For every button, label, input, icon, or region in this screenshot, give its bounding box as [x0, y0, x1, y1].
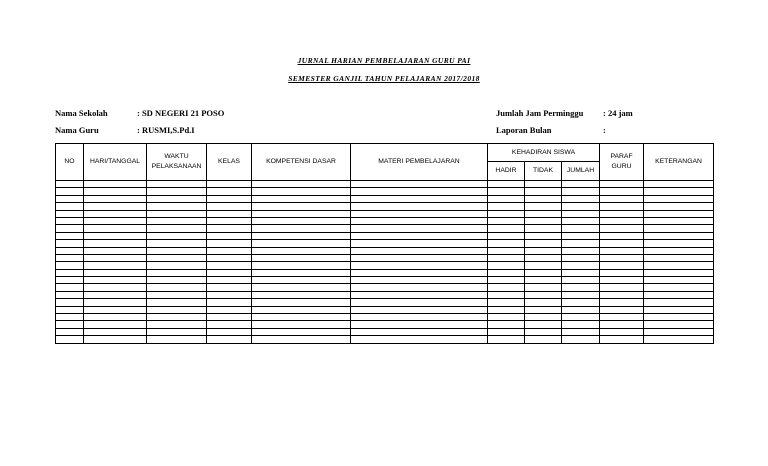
table-cell [488, 328, 525, 335]
table-cell [488, 277, 525, 284]
table-cell [207, 299, 252, 306]
table-cell [147, 247, 207, 254]
table-cell [562, 284, 600, 291]
table-cell [525, 314, 562, 321]
table-cell [252, 306, 351, 313]
table-row [56, 314, 714, 321]
table-cell [207, 240, 252, 247]
table-cell [252, 247, 351, 254]
table-cell [488, 225, 525, 232]
table-cell [252, 195, 351, 202]
table-cell [56, 203, 84, 210]
table-cell [525, 217, 562, 224]
table-cell [525, 277, 562, 284]
table-cell [600, 314, 644, 321]
table-row [56, 254, 714, 261]
table-cell [488, 210, 525, 217]
table-cell [644, 269, 714, 276]
table-cell [351, 321, 488, 328]
table-cell [84, 210, 147, 217]
table-cell [84, 181, 147, 188]
table-cell [207, 277, 252, 284]
table-cell [252, 225, 351, 232]
table-cell [525, 247, 562, 254]
header-class: KELAS [207, 144, 252, 181]
table-cell [147, 232, 207, 239]
table-cell [644, 321, 714, 328]
table-cell [207, 210, 252, 217]
table-cell [252, 336, 351, 343]
table-cell [207, 181, 252, 188]
header-sign-line2: GURU [611, 163, 632, 170]
table-cell [600, 247, 644, 254]
table-cell [207, 269, 252, 276]
table-row [56, 321, 714, 328]
table-cell [562, 306, 600, 313]
table-cell [600, 254, 644, 261]
header-total: JUMLAH [562, 162, 600, 181]
table-row [56, 306, 714, 313]
table-cell [562, 336, 600, 343]
table-row [56, 336, 714, 343]
table-cell [488, 217, 525, 224]
table-cell [84, 217, 147, 224]
table-row [56, 328, 714, 335]
table-cell [207, 306, 252, 313]
table-cell [351, 181, 488, 188]
table-cell [644, 210, 714, 217]
table-cell [644, 181, 714, 188]
table-cell [525, 291, 562, 298]
header-time [147, 144, 207, 181]
table-cell [56, 277, 84, 284]
school-value: : SD NEGERI 21 POSO [137, 108, 225, 118]
table-cell [147, 225, 207, 232]
table-cell [600, 262, 644, 269]
table-cell [525, 210, 562, 217]
table-cell [147, 254, 207, 261]
table-cell [644, 314, 714, 321]
table-cell [207, 254, 252, 261]
table-cell [644, 217, 714, 224]
table-row [56, 291, 714, 298]
table-cell [84, 232, 147, 239]
table-cell [351, 299, 488, 306]
table-cell [600, 232, 644, 239]
teacher-value: : RUSMI,S.Pd.I [137, 125, 195, 135]
table-cell [351, 188, 488, 195]
table-cell [644, 225, 714, 232]
table-cell [147, 291, 207, 298]
table-cell [84, 306, 147, 313]
table-cell [488, 195, 525, 202]
table-cell [488, 188, 525, 195]
table-cell [600, 306, 644, 313]
table-cell [600, 203, 644, 210]
table-cell [207, 203, 252, 210]
table-cell [644, 232, 714, 239]
table-cell [644, 284, 714, 291]
table-cell [56, 321, 84, 328]
table-cell [600, 291, 644, 298]
table-cell [56, 240, 84, 247]
table-cell [56, 210, 84, 217]
table-cell [562, 225, 600, 232]
table-cell [207, 232, 252, 239]
table-cell [644, 291, 714, 298]
header-attendance: KEHADIRAN SISWA [488, 144, 600, 162]
table-row [56, 277, 714, 284]
table-cell [56, 254, 84, 261]
table-cell [488, 321, 525, 328]
table-cell [525, 232, 562, 239]
table-cell [147, 195, 207, 202]
table-cell [252, 188, 351, 195]
table-cell [147, 314, 207, 321]
table-cell [84, 336, 147, 343]
table-cell [56, 306, 84, 313]
table-cell [252, 291, 351, 298]
table-cell [525, 336, 562, 343]
table-cell [600, 321, 644, 328]
table-cell [56, 181, 84, 188]
table-cell [147, 306, 207, 313]
table-cell [562, 321, 600, 328]
table-cell [351, 195, 488, 202]
table-cell [488, 314, 525, 321]
table-cell [488, 336, 525, 343]
table-cell [351, 306, 488, 313]
table-cell [351, 284, 488, 291]
table-cell [351, 203, 488, 210]
table-cell [207, 284, 252, 291]
table-cell [147, 321, 207, 328]
table-cell [207, 262, 252, 269]
table-cell [600, 195, 644, 202]
table-cell [525, 203, 562, 210]
table-cell [84, 203, 147, 210]
table-cell [644, 306, 714, 313]
table-cell [84, 225, 147, 232]
table-cell [252, 314, 351, 321]
table-row [56, 195, 714, 202]
table-cell [600, 328, 644, 335]
table-cell [351, 210, 488, 217]
table-cell [84, 269, 147, 276]
table-cell [351, 291, 488, 298]
table-cell [562, 247, 600, 254]
table-cell [56, 217, 84, 224]
table-cell [600, 269, 644, 276]
table-cell [525, 181, 562, 188]
table-cell [600, 225, 644, 232]
table-cell [56, 291, 84, 298]
header-absent: TIDAK [525, 162, 562, 181]
table-cell [147, 188, 207, 195]
table-cell [207, 291, 252, 298]
table-cell [56, 232, 84, 239]
table-cell [252, 269, 351, 276]
table-cell [147, 203, 207, 210]
table-cell [488, 254, 525, 261]
header-sign-line1: PARAF [610, 153, 633, 160]
table-cell [600, 240, 644, 247]
table-cell [488, 181, 525, 188]
table-cell [84, 188, 147, 195]
table-cell [562, 203, 600, 210]
table-cell [488, 269, 525, 276]
table-cell [56, 188, 84, 195]
header-date: HARI/TANGGAL [84, 144, 147, 181]
table-cell [84, 277, 147, 284]
table-cell [351, 247, 488, 254]
table-cell [644, 277, 714, 284]
table-cell [252, 203, 351, 210]
table-cell [562, 299, 600, 306]
table-cell [252, 232, 351, 239]
table-cell [252, 284, 351, 291]
table-cell [147, 262, 207, 269]
table-cell [488, 247, 525, 254]
table-cell [562, 195, 600, 202]
table-cell [147, 269, 207, 276]
table-cell [525, 225, 562, 232]
table-cell [252, 277, 351, 284]
table-row [56, 203, 714, 210]
table-cell [252, 240, 351, 247]
table-row [56, 284, 714, 291]
hours-label: Jumlah Jam Perminggu [496, 108, 584, 118]
hours-value: : 24 jam [603, 108, 633, 118]
table-cell [600, 299, 644, 306]
table-cell [84, 254, 147, 261]
table-cell [147, 210, 207, 217]
table-cell [84, 195, 147, 202]
table-cell [562, 240, 600, 247]
table-cell [644, 188, 714, 195]
table-cell [525, 284, 562, 291]
table-row [56, 225, 714, 232]
table-cell [56, 225, 84, 232]
table-cell [644, 203, 714, 210]
table-cell [84, 284, 147, 291]
table-cell [562, 314, 600, 321]
table-row [56, 210, 714, 217]
table-cell [84, 314, 147, 321]
table-cell [525, 321, 562, 328]
table-cell [644, 299, 714, 306]
document-subtitle: SEMESTER GANJIL TAHUN PELAJARAN 2017/2018 [288, 74, 480, 83]
table-cell [351, 269, 488, 276]
table-row [56, 217, 714, 224]
table-row [56, 269, 714, 276]
table-cell [351, 336, 488, 343]
table-cell [600, 188, 644, 195]
table-cell [562, 328, 600, 335]
table-cell [525, 262, 562, 269]
table-cell [56, 269, 84, 276]
table-cell [84, 240, 147, 247]
table-cell [600, 336, 644, 343]
table-cell [351, 240, 488, 247]
table-cell [488, 291, 525, 298]
table-cell [207, 188, 252, 195]
table-cell [488, 240, 525, 247]
table-cell [351, 262, 488, 269]
table-cell [562, 269, 600, 276]
table-cell [488, 262, 525, 269]
table-cell [147, 181, 207, 188]
table-cell [644, 254, 714, 261]
table-body [56, 181, 714, 344]
journal-table [55, 143, 714, 344]
table-cell [351, 232, 488, 239]
table-cell [207, 195, 252, 202]
table-cell [488, 299, 525, 306]
table-cell [147, 277, 207, 284]
table-cell [207, 328, 252, 335]
table-cell [56, 284, 84, 291]
table-cell [84, 247, 147, 254]
table-cell [644, 240, 714, 247]
table-cell [525, 240, 562, 247]
table-cell [525, 269, 562, 276]
table-cell [644, 247, 714, 254]
header-sign [600, 144, 644, 181]
table-cell [147, 240, 207, 247]
table-cell [207, 217, 252, 224]
table-cell [84, 299, 147, 306]
table-cell [562, 232, 600, 239]
table-cell [525, 188, 562, 195]
table-cell [562, 277, 600, 284]
table-cell [600, 284, 644, 291]
report-month-value: : [603, 125, 606, 135]
table-cell [84, 328, 147, 335]
table-cell [252, 299, 351, 306]
table-cell [207, 321, 252, 328]
header-notes: KETERANGAN [644, 144, 714, 181]
table-cell [56, 247, 84, 254]
table-cell [252, 321, 351, 328]
table-cell [351, 217, 488, 224]
school-label: Nama Sekolah [55, 108, 108, 118]
header-present: HADIR [488, 162, 525, 181]
table-cell [562, 181, 600, 188]
table-cell [56, 336, 84, 343]
table-cell [207, 247, 252, 254]
table-cell [562, 254, 600, 261]
table-cell [351, 254, 488, 261]
table-row [56, 299, 714, 306]
table-cell [600, 181, 644, 188]
document-title: JURNAL HARIAN PEMBELAJARAN GURU PAI [297, 56, 471, 65]
table-cell [252, 217, 351, 224]
table-cell [525, 328, 562, 335]
table-cell [147, 336, 207, 343]
table-cell [56, 195, 84, 202]
table-cell [56, 314, 84, 321]
table-cell [147, 217, 207, 224]
table-row [56, 240, 714, 247]
table-cell [84, 291, 147, 298]
table-cell [351, 328, 488, 335]
table-cell [84, 262, 147, 269]
table-row [56, 232, 714, 239]
table-cell [252, 328, 351, 335]
table-cell [644, 328, 714, 335]
header-competency: KOMPETENSI DASAR [252, 144, 351, 181]
header-no: NO [56, 144, 84, 181]
header-material: MATERI PEMBELAJARAN [351, 144, 488, 181]
table-cell [56, 262, 84, 269]
table-cell [525, 299, 562, 306]
table-cell [600, 277, 644, 284]
table-row [56, 181, 714, 188]
table-cell [351, 225, 488, 232]
table-cell [488, 232, 525, 239]
table-cell [525, 254, 562, 261]
table-cell [644, 195, 714, 202]
table-cell [207, 314, 252, 321]
table-cell [147, 284, 207, 291]
table-cell [562, 217, 600, 224]
table-cell [207, 336, 252, 343]
table-row [56, 247, 714, 254]
table-cell [562, 210, 600, 217]
table-cell [488, 306, 525, 313]
table-cell [351, 314, 488, 321]
table-cell [562, 188, 600, 195]
table-cell [600, 210, 644, 217]
teacher-label: Nama Guru [55, 125, 99, 135]
table-cell [207, 225, 252, 232]
table-cell [56, 328, 84, 335]
table-cell [488, 284, 525, 291]
report-month-label: Laporan Bulan [496, 125, 552, 135]
table-cell [147, 299, 207, 306]
table-cell [562, 262, 600, 269]
table-cell [525, 195, 562, 202]
table-cell [252, 181, 351, 188]
table-cell [351, 277, 488, 284]
table-row [56, 188, 714, 195]
table-row [56, 262, 714, 269]
table-cell [644, 336, 714, 343]
table-cell [562, 291, 600, 298]
table-cell [600, 217, 644, 224]
table-cell [525, 306, 562, 313]
table-cell [644, 262, 714, 269]
table-cell [147, 328, 207, 335]
header-time-line2: PELAKSANAAN [151, 163, 202, 170]
table-cell [84, 321, 147, 328]
header-time-line1: WAKTU [164, 153, 189, 160]
table-cell [252, 210, 351, 217]
table-cell [56, 299, 84, 306]
table-cell [488, 203, 525, 210]
table-cell [252, 262, 351, 269]
table-cell [252, 254, 351, 261]
